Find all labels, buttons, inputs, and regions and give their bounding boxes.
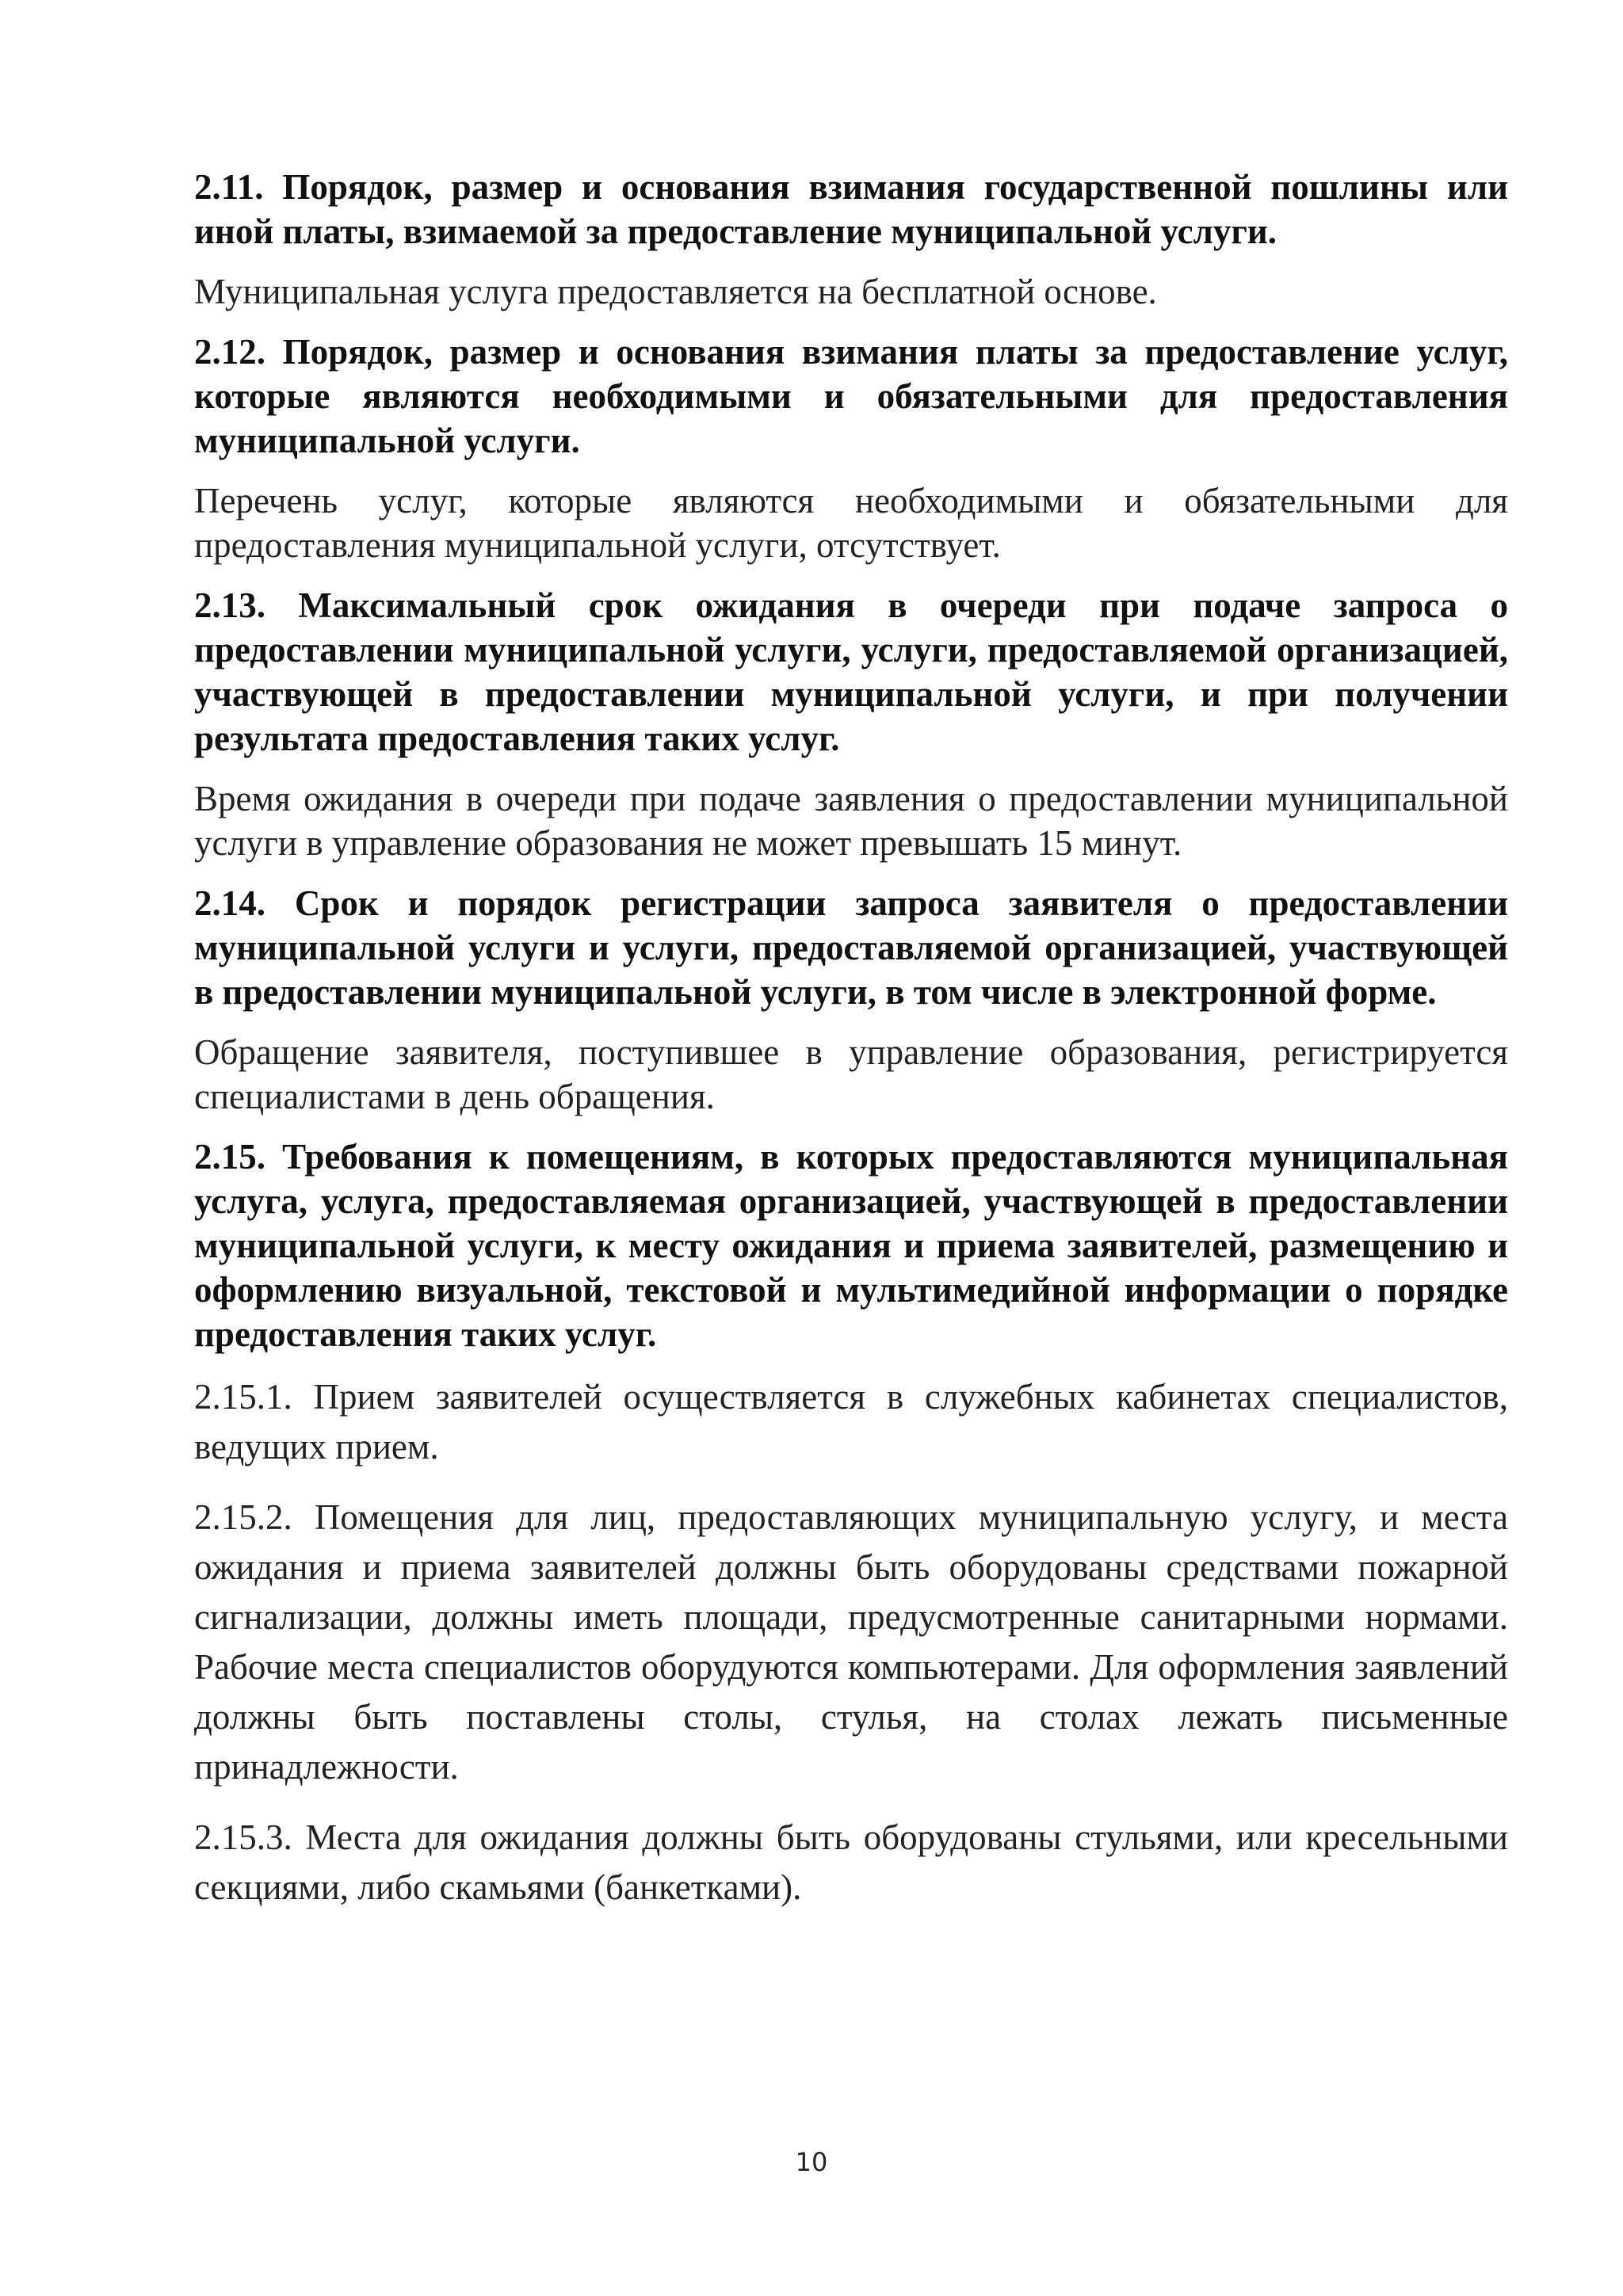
section-2-15 — [194, 1135, 1508, 1913]
document-body — [194, 165, 1508, 1933]
page-number: 10 — [795, 2147, 828, 2177]
section-paragraph: 2.15.1. Прием заявителей осуществляется в служебных кабинетах специалистов, ведущих прием. — [194, 1377, 1508, 1466]
section-paragraph: 2.15.3. Места для ожидания должны быть оборудованы стульями, или кресельными секциями, либо скамьями (банкетками). — [194, 1817, 1508, 1907]
section-2-14 — [194, 881, 1508, 1119]
section-paragraph: Перечень услуг, которые являются необходимыми и обязательными для предоставления муниципальной услуги, отсутствует. — [194, 481, 1508, 565]
section-paragraph: Муниципальная услуга предоставляется на бесплатной основе. — [194, 272, 1157, 311]
section-heading: 2.12. Порядок, размер и основания взимания платы за предоставление услуг, которые являются необходимыми и обязательными для предоставления муниципальной услуги. — [194, 332, 1508, 460]
section-paragraph: Обращение заявителя, поступившее в управление образования, регистрируется специалистами в день обращения. — [194, 1032, 1508, 1116]
section-heading: 2.15. Требования к помещениям, в которых предоставляются муниципальная услуга, услуга, предоставляемая организацией, участвующей в предоставлении муниципальной услуги, к месту ожидания и приема заявителей, размещению и оформлению визуальной, текстовой и мультимедийной информации о порядке предоставления таких услуг. — [194, 1137, 1508, 1354]
section-paragraph: Время ожидания в очереди при подаче заявления о предоставлении муниципальной услуги в управление образования не может превышать 15 минут. — [194, 779, 1508, 863]
section-heading: 2.13. Максимальный срок ожидания в очереди при подаче запроса о предоставлении муниципальной услуги, услуги, предоставляемой организацией, участвующей в предоставлении муниципальной услуги, и при получении результата предоставления таких услуг. — [194, 585, 1508, 758]
section-2-11 — [194, 165, 1508, 314]
section-heading: 2.11. Порядок, размер и основания взимания государственной пошлины или иной платы, взимаемой за предоставление муниципальной услуги. — [194, 167, 1508, 251]
section-2-12 — [194, 330, 1508, 567]
section-paragraph: 2.15.2. Помещения для лиц, предоставляющих муниципальную услугу, и места ожидания и приема заявителей должны быть оборудованы средствами пожарной сигнализации, должны иметь площади, предусмотренные санитарными нормами. Рабочие места специалистов оборудуются компьютерами. Для оформления заявлений должны быть поставлены столы, стулья, на столах лежать письменные принадлежности. — [194, 1497, 1508, 1787]
section-heading: 2.14. Срок и порядок регистрации запроса заявителя о предоставлении муниципальной услуги и услуги, предоставляемой организацией, участвующей в предоставлении муниципальной услуги, в том числе в электронной форме. — [194, 883, 1508, 1012]
section-2-13 — [194, 583, 1508, 865]
